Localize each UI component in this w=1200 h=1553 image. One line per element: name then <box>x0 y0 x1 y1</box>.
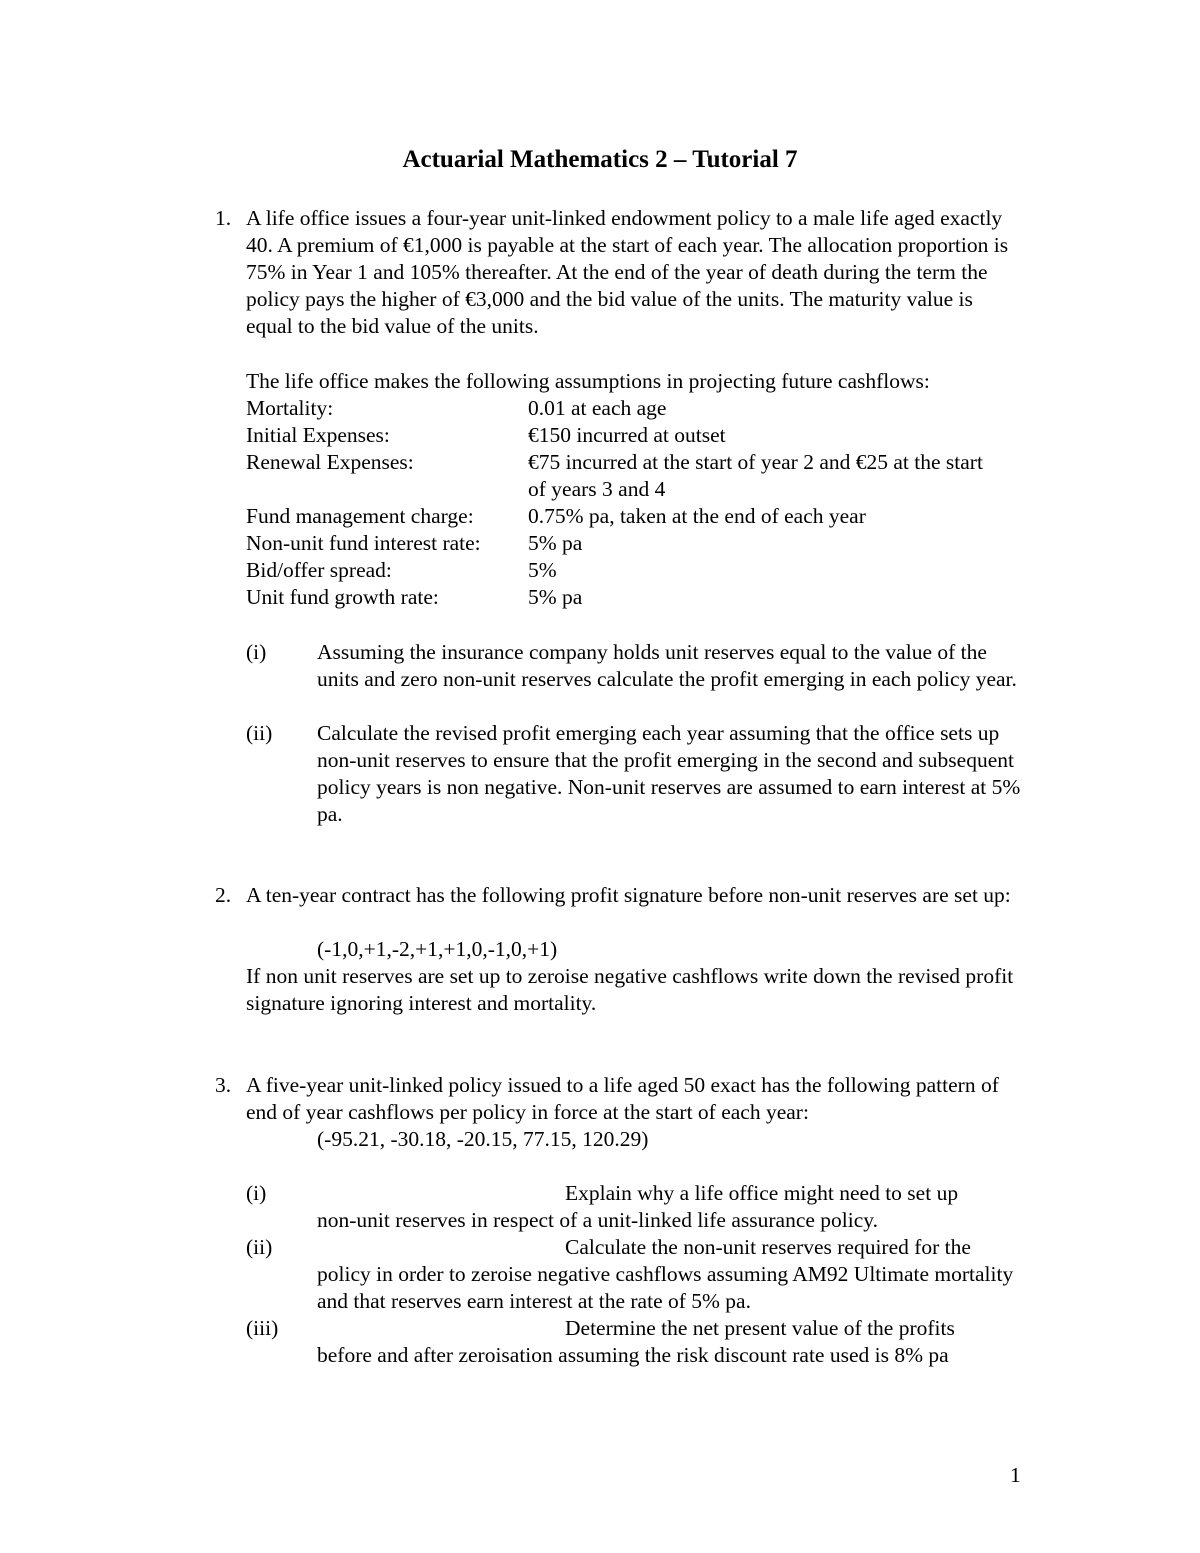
assumption-label: Unit fund growth rate: <box>246 585 439 609</box>
question-2-text-2: If non unit reserves are set up to zeroise negative cashflows write down the revised profit signature ignoring interest and mortality. <box>246 964 1014 1015</box>
assumption-value: 5% pa <box>528 585 583 609</box>
question-1-number: 1. <box>215 206 232 230</box>
question-2-number: 2. <box>215 883 232 907</box>
part-text-rest: before and after zeroisation assuming the risk discount rate used is 8% pa <box>317 1343 949 1367</box>
part-text-first-line: Determine the net present value of the profits <box>565 1316 955 1340</box>
assumption-value: €150 incurred at outset <box>528 423 726 447</box>
question-1-text: A life office issues a four-year unit-linked endowment policy to a male life aged exactly 40. A premium of €1,000 is payable at the start of each year. The allocation proportion is 75% in Year 1 and 105% thereafter. At the end of the year of death during the term the policy pays the higher of €3,000 and the bid value of the units. The maturity value is equal to the bid value of the units. <box>246 206 1009 338</box>
assumption-value: 5% <box>528 558 557 582</box>
part-label: (i) <box>246 640 267 664</box>
assumption-label: Fund management charge: <box>246 504 474 528</box>
part-text-first-line: Calculate the non-unit reserves required for the <box>565 1235 971 1259</box>
profit-signature: (-1,0,+1,-2,+1,+1,0,-1,0,+1) <box>317 937 558 961</box>
question-3-number: 3. <box>215 1073 232 1097</box>
assumption-label: Non-unit fund interest rate: <box>246 531 481 555</box>
assumption-label: Initial Expenses: <box>246 423 390 447</box>
assumption-label: Bid/offer spread: <box>246 558 392 582</box>
assumption-value: €75 incurred at the start of year 2 and €25 at the start of years 3 and 4 <box>528 450 983 501</box>
assumption-label: Renewal Expenses: <box>246 450 414 474</box>
assumption-value: 0.01 at each age <box>528 396 667 420</box>
part-label: (ii) <box>246 721 273 745</box>
part-text-rest: policy in order to zeroise negative cashflows assuming AM92 Ultimate mortality and that reserves earn interest at the rate of 5% pa. <box>317 1262 1014 1313</box>
assumption-value: 0.75% pa, taken at the end of each year <box>528 504 866 528</box>
part-label: (i) <box>246 1181 267 1205</box>
assumption-value: 5% pa <box>528 531 583 555</box>
assumption-label: Mortality: <box>246 396 334 420</box>
part-text-first-line: Explain why a life office might need to set up <box>565 1181 959 1205</box>
part-text: Calculate the revised profit emerging each year assuming that the office sets up non-unit reserves to ensure that the profit emerging in the second and subsequent policy years is non negative. Non-unit reserves are assumed to earn interest at 5% pa. <box>317 721 1021 826</box>
part-label: (iii) <box>246 1316 279 1340</box>
part-text: Assuming the insurance company holds unit reserves equal to the value of the units and zero non-unit reserves calculate the profit emerging in each policy year. <box>317 640 1017 691</box>
part-text-rest: non-unit reserves in respect of a unit-linked life assurance policy. <box>317 1208 878 1232</box>
assumptions-intro: The life office makes the following assumptions in projecting future cashflows: <box>246 369 930 393</box>
question-3-text: A five-year unit-linked policy issued to a life aged 50 exact has the following pattern of end of year cashflows per policy in force at the start of each year: <box>246 1073 999 1124</box>
page-number: 1 <box>1010 1463 1021 1487</box>
cashflow-pattern: (-95.21, -30.18, -20.15, 77.15, 120.29) <box>317 1127 649 1151</box>
question-2-text: A ten-year contract has the following profit signature before non-unit reserves are set up: <box>246 883 1011 907</box>
page-title: Actuarial Mathematics 2 – Tutorial 7 <box>402 146 798 173</box>
part-label: (ii) <box>246 1235 273 1259</box>
